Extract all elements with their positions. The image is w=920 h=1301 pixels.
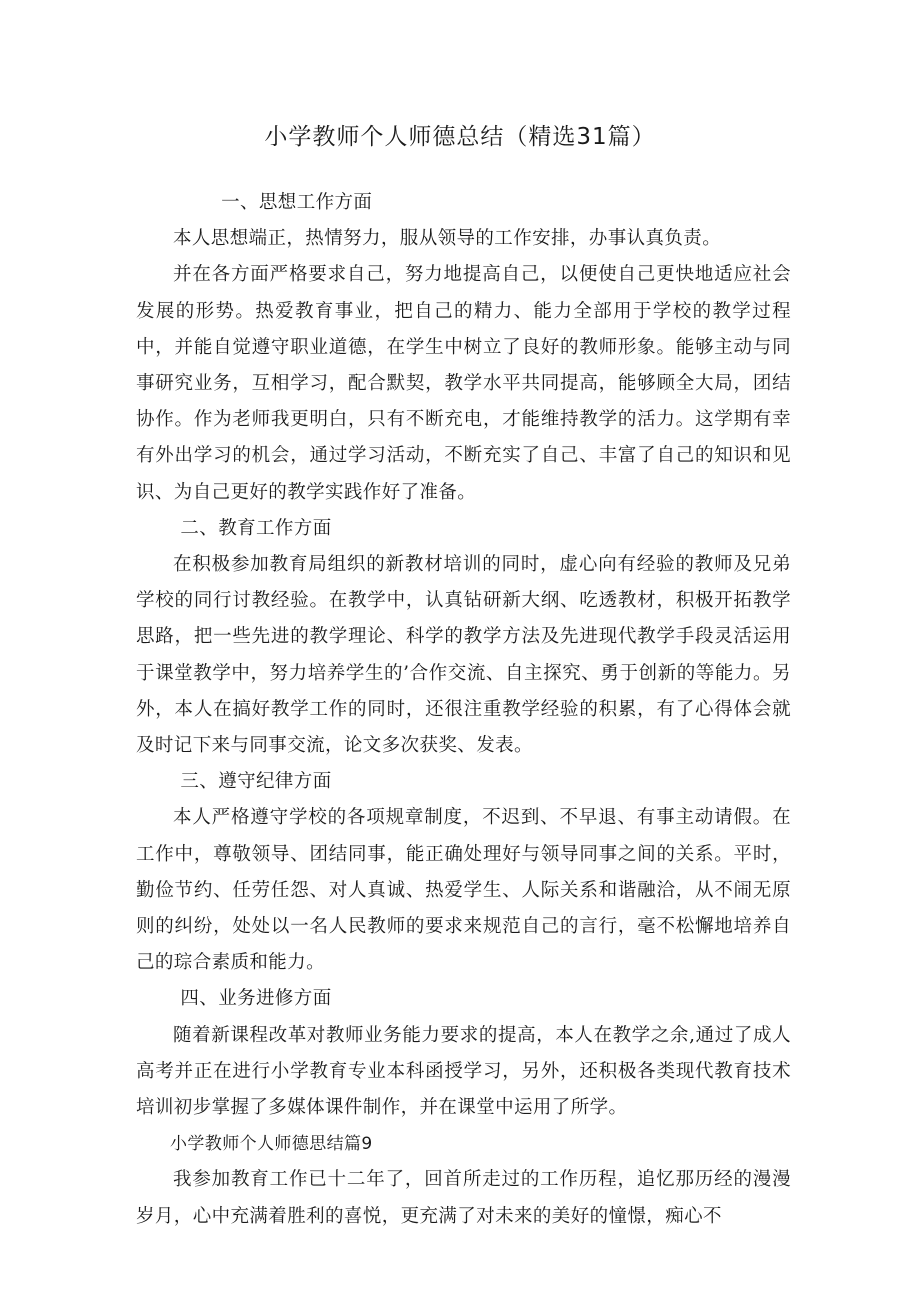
document-title: 小学教师个人师德总结（精选31篇） bbox=[264, 124, 656, 150]
paragraph: 在积极参加教育局组织的新教材培训的同时，虚心向有经验的教师及兄弟学校的同行讨教经验。在教学中，认真钻研新大纲、吃透教材，积极开拓教学思路，把一些先进的教学理论、科学的教学方法及先进现代教学手段灵活运用于课堂教学中，努力培养学生的’合作交流、自主探究、勇于创新的等能力。另外，本人在搞好教学工作的同时，还很注重教学经验的积累，有了心得体会就及时记下来与同事交流，论文多次获奖、发表。 bbox=[136, 554, 791, 757]
subtitle-heading: 小学教师个人师德思结篇9 bbox=[170, 1134, 373, 1155]
section-heading: 三、遵守纪律方面 bbox=[180, 771, 332, 793]
section-heading: 四、业务进修方面 bbox=[180, 988, 332, 1010]
paragraph: 我参加教育工作已十二年了，回首所走过的工作历程，追忆那历经的漫漫岁月，心中充满着胜利的喜悦，更充满了对未来的美好的憧憬，痴心不 bbox=[136, 1169, 791, 1227]
paragraph: 本人严格遵守学校的各项规章制度，不迟到、不早退、有事主动请假。在工作中，尊敬领导、团结同事，能正确处理好与领导同事之间的关系。平时，勤俭节约、任劳任怨、对人真诚、热爱学生、人际关系和谐融洽，从不闹无原则的纠纷，处处以一名人民教师的要求来规范自己的言行，毫不松懈地培养自己的琮合素质和能力。 bbox=[136, 807, 791, 974]
section-heading: 一、思想工作方面 bbox=[221, 192, 373, 213]
paragraph: 随着新课程改革对教师业务能力要求的提高，本人在教学之余,通过了成人高考并正在进行小学教育专业本科函授学习，另外，还积极各类现代教育技术培训初步掌握了多媒体课件制作，并在课堂中运用了所学。 bbox=[136, 1024, 791, 1119]
paragraph: 本人思想端正，热情努力，服从领导的工作安排，办事认真负责。 bbox=[173, 228, 722, 250]
paragraph: 并在各方面严格要求自己，努力地提高自己，以便使自己更快地适应社会发展的形势。热爱教育事业，把自己的精力、能力全部用于学校的教学过程中，并能自觉遵守职业道德，在学生中树立了良好的教师形象。能够主动与同事研究业务，互相学习，配合默契，教学水平共同提高，能够顾全大局，团结协作。作为老师我更明白，只有不断充电，才能维持教学的活力。这学期有幸有外出学习的机会，通过学习活动，不断充实了自己、丰富了自己的知识和见识、为自己更好的教学实践作好了准备。 bbox=[136, 264, 791, 503]
document-body bbox=[136, 185, 791, 1235]
section-heading: 二、教育工作方面 bbox=[180, 517, 332, 539]
